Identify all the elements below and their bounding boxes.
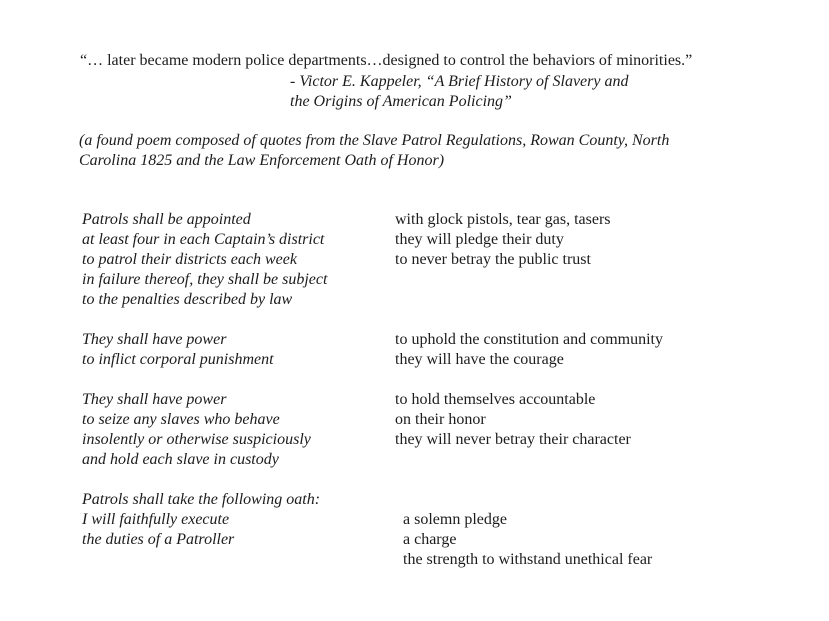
epigraph-quote: “… later became modern police departments…designed to control the behaviors of minorities.”	[80, 52, 693, 69]
stanza-1	[82, 210, 611, 310]
poem-line: the duties of a Patroller	[82, 531, 235, 548]
poem-line: They shall have power	[82, 331, 227, 348]
stanza-2-left-column	[82, 330, 274, 370]
poem-line: to never betray the public trust	[395, 251, 591, 268]
poem-line: to the penalties described by law	[82, 291, 293, 308]
stanza-3-left-column	[82, 390, 311, 470]
poem-line: I will faithfully execute	[82, 511, 230, 528]
poem-line: in failure thereof, they shall be subject	[82, 271, 328, 288]
poem-line: Patrols shall be appointed	[82, 211, 251, 228]
poem-line: they will have the courage	[395, 351, 564, 368]
stanza-4	[82, 490, 653, 568]
stanza-2	[82, 330, 663, 370]
intro-line: (a found poem composed of quotes from the Slave Patrol Regulations, Rowan County, North	[79, 132, 670, 149]
poem-line: they will never betray their character	[395, 431, 631, 448]
poem-line: They shall have power	[82, 391, 227, 408]
poem-line: at least four in each Captain’s district	[82, 231, 325, 248]
poem-line: with glock pistols, tear gas, tasers	[395, 211, 611, 228]
epigraph-attribution	[290, 72, 628, 112]
poem-line: to seize any slaves who behave	[82, 411, 280, 428]
poem-line: to hold themselves accountable	[395, 391, 596, 408]
poem-line: to uphold the constitution and community	[395, 331, 663, 348]
attribution-line: the Origins of American Policing”	[290, 93, 512, 110]
poem-line: insolently or otherwise suspiciously	[82, 431, 311, 448]
poem-line: Patrols shall take the following oath:	[82, 491, 321, 508]
intro-line: Carolina 1825 and the Law Enforcement Oath of Honor)	[79, 152, 445, 169]
poem-line: a solemn pledge	[403, 511, 507, 528]
poem-line: and hold each slave in custody	[82, 451, 279, 468]
stanza-1-left-column	[82, 210, 327, 310]
poem-line: they will pledge their duty	[395, 231, 564, 248]
poem-line: a charge	[403, 531, 457, 548]
poem-line: to inflict corporal punishment	[82, 351, 274, 368]
stanza-4-right-column	[403, 510, 652, 570]
poem-line: to patrol their districts each week	[82, 251, 297, 268]
poem-intro-note	[79, 131, 669, 171]
stanza-3	[82, 390, 631, 470]
poem-line: on their honor	[395, 411, 486, 428]
stanza-2-right-column	[395, 330, 663, 370]
poem-line: the strength to withstand unethical fear	[403, 551, 653, 568]
stanza-1-right-column	[395, 210, 611, 270]
stanza-4-left-column	[82, 490, 320, 550]
stanza-3-right-column	[395, 390, 631, 450]
attribution-line: - Victor E. Kappeler, “A Brief History of Slavery and	[290, 73, 629, 90]
